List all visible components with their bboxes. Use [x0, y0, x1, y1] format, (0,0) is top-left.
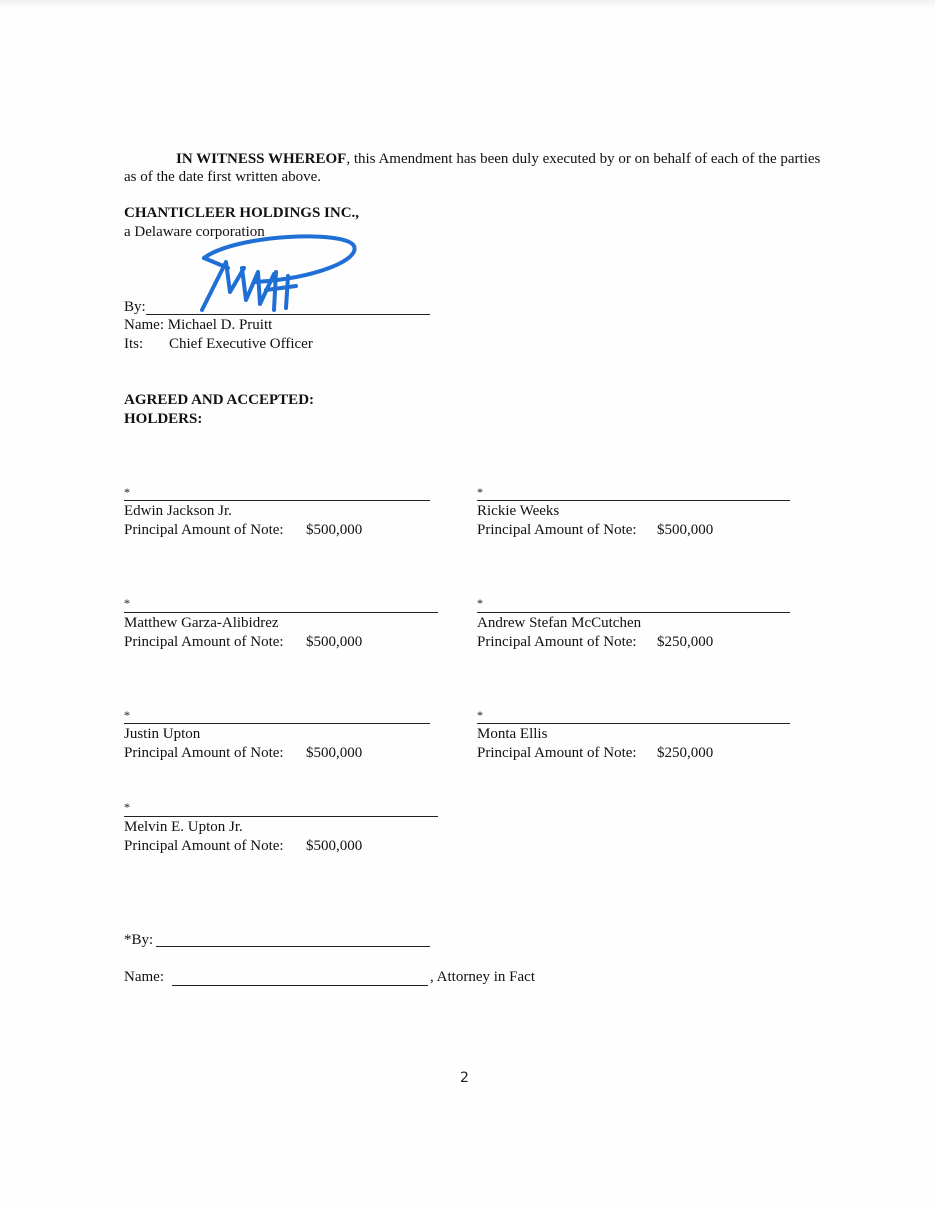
holder-amount: $250,000 — [657, 745, 714, 761]
scan-edge — [0, 0, 935, 8]
witness-text: , this Amendment has been duly executed by or on behalf of each of the parties as of the date first written above. — [124, 151, 821, 185]
holder-marker: * — [477, 485, 483, 499]
holder-signature-line — [477, 612, 790, 613]
holder-marker: * — [124, 596, 130, 610]
signer-title: Chief Executive Officer — [169, 336, 313, 352]
holder-amount-label: Principal Amount of Note: — [124, 838, 284, 854]
signer-name: Name: Michael D. Pruitt — [124, 317, 273, 333]
holder-signature-line — [124, 612, 438, 613]
holder-marker: * — [124, 800, 130, 814]
holder-signature-line — [477, 500, 790, 501]
attorney-name-line — [172, 985, 428, 986]
holder-amount-label: Principal Amount of Note: — [477, 522, 637, 538]
holder-amount: $250,000 — [657, 634, 714, 650]
holder-name: Edwin Jackson Jr. — [124, 503, 232, 519]
company-description: a Delaware corporation — [124, 224, 265, 240]
holder-marker: * — [477, 708, 483, 722]
holder-amount: $500,000 — [306, 838, 363, 854]
holder-signature-line — [124, 723, 430, 724]
holder-signature-line — [477, 723, 790, 724]
holder-amount-label: Principal Amount of Note: — [124, 522, 284, 538]
holder-marker: * — [477, 596, 483, 610]
holder-amount: $500,000 — [306, 745, 363, 761]
holder-amount: $500,000 — [306, 634, 363, 650]
by-label: By: — [124, 299, 146, 315]
holder-name: Justin Upton — [124, 726, 201, 742]
holders-heading: HOLDERS: — [124, 411, 203, 427]
holder-amount: $500,000 — [657, 522, 714, 538]
holder-name: Rickie Weeks — [477, 503, 560, 519]
holder-name: Andrew Stefan McCutchen — [477, 615, 642, 631]
its-label: Its: — [124, 336, 144, 352]
attorney-signature-line — [156, 946, 430, 947]
holder-name: Melvin E. Upton Jr. — [124, 819, 243, 835]
attorney-suffix: , Attorney in Fact — [430, 969, 535, 985]
holder-name: Monta Ellis — [477, 726, 548, 742]
holder-amount: $500,000 — [306, 522, 363, 538]
attorney-by-label: *By: — [124, 932, 154, 948]
holder-signature-line — [124, 500, 430, 501]
page-number: 2 — [460, 1070, 469, 1086]
witness-paragraph — [124, 150, 824, 186]
holder-amount-label: Principal Amount of Note: — [477, 745, 637, 761]
holder-amount-label: Principal Amount of Note: — [124, 634, 284, 650]
holder-marker: * — [124, 708, 130, 722]
attorney-name-label: Name: — [124, 969, 164, 985]
holder-amount-label: Principal Amount of Note: — [124, 745, 284, 761]
holder-marker: * — [124, 485, 130, 499]
agreed-heading: AGREED AND ACCEPTED: — [124, 392, 315, 408]
company-name: CHANTICLEER HOLDINGS INC., — [124, 205, 360, 221]
witness-lead: IN WITNESS WHEREOF — [176, 151, 347, 167]
holder-amount-label: Principal Amount of Note: — [477, 634, 637, 650]
holder-name: Matthew Garza-Alibidrez — [124, 615, 279, 631]
holder-signature-line — [124, 816, 438, 817]
signature-line — [146, 314, 430, 315]
signature-image — [196, 232, 362, 320]
